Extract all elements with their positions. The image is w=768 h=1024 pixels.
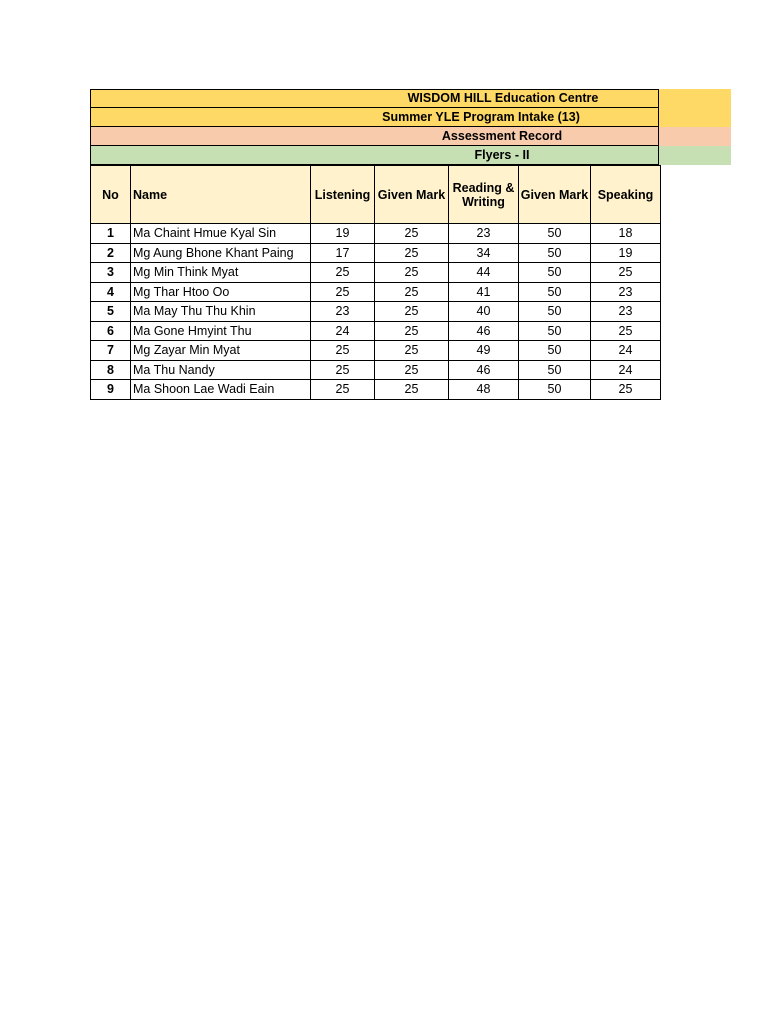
level-title: Flyers - II: [474, 148, 530, 162]
cell-listening: 25: [311, 341, 375, 361]
cell-listening: 24: [311, 321, 375, 341]
col-speaking: Speaking: [591, 166, 661, 224]
cell-reading-writing: 44: [449, 263, 519, 283]
scores-table: [90, 165, 661, 400]
centre-title: WISDOM HILL Education Centre: [407, 91, 599, 105]
cell-given-mark-listening: 25: [375, 321, 449, 341]
cell-given-mark-reading: 50: [519, 224, 591, 244]
cell-given-mark-listening: 25: [375, 263, 449, 283]
cell-no: 9: [91, 380, 131, 400]
col-given-mark-listening: Given Mark: [375, 166, 449, 224]
cell-listening: 25: [311, 282, 375, 302]
cell-given-mark-listening: 25: [375, 360, 449, 380]
table-row: [91, 341, 661, 361]
cell-reading-writing: 49: [449, 341, 519, 361]
cell-listening: 25: [311, 380, 375, 400]
col-no: No: [91, 166, 131, 224]
table-row: [91, 360, 661, 380]
col-reading-writing: Reading & Writing: [449, 166, 519, 224]
table-row: [91, 321, 661, 341]
cell-no: 7: [91, 341, 131, 361]
cell-given-mark-listening: 25: [375, 243, 449, 263]
cell-speaking: 19: [591, 243, 661, 263]
cell-name: Mg Thar Htoo Oo: [131, 282, 311, 302]
cell-speaking: 24: [591, 360, 661, 380]
cell-speaking: 24: [591, 341, 661, 361]
col-name: Name: [131, 166, 311, 224]
cell-given-mark-reading: 50: [519, 302, 591, 322]
cell-reading-writing: 41: [449, 282, 519, 302]
cell-given-mark-reading: 50: [519, 243, 591, 263]
table-row: [91, 302, 661, 322]
record-band: [90, 127, 731, 146]
cell-reading-writing: 40: [449, 302, 519, 322]
program-band: [90, 108, 731, 127]
cell-speaking: 25: [591, 263, 661, 283]
assessment-sheet: [90, 89, 731, 400]
cell-name: Ma Thu Nandy: [131, 360, 311, 380]
cell-name: Ma Gone Hmyint Thu: [131, 321, 311, 341]
cell-given-mark-reading: 50: [519, 282, 591, 302]
cell-name: Mg Zayar Min Myat: [131, 341, 311, 361]
cell-reading-writing: 46: [449, 321, 519, 341]
table-row: [91, 243, 661, 263]
cell-no: 6: [91, 321, 131, 341]
cell-listening: 23: [311, 302, 375, 322]
record-title: Assessment Record: [441, 129, 563, 143]
cell-given-mark-reading: 50: [519, 321, 591, 341]
cell-reading-writing: 23: [449, 224, 519, 244]
cell-name: Ma May Thu Thu Khin: [131, 302, 311, 322]
cell-no: 5: [91, 302, 131, 322]
col-given-mark-reading: Given Mark: [519, 166, 591, 224]
cell-reading-writing: 48: [449, 380, 519, 400]
cell-listening: 19: [311, 224, 375, 244]
table-row: [91, 380, 661, 400]
cell-given-mark-reading: 50: [519, 263, 591, 283]
cell-given-mark-listening: 25: [375, 282, 449, 302]
cell-speaking: 23: [591, 282, 661, 302]
cell-no: 8: [91, 360, 131, 380]
cell-given-mark-listening: 25: [375, 224, 449, 244]
cell-name: Ma Chaint Hmue Kyal Sin: [131, 224, 311, 244]
cell-reading-writing: 46: [449, 360, 519, 380]
program-title: Summer YLE Program Intake (13): [382, 110, 580, 124]
cell-speaking: 23: [591, 302, 661, 322]
cell-no: 3: [91, 263, 131, 283]
cell-speaking: 18: [591, 224, 661, 244]
cell-given-mark-reading: 50: [519, 341, 591, 361]
cell-no: 1: [91, 224, 131, 244]
cell-no: 4: [91, 282, 131, 302]
table-row: [91, 282, 661, 302]
table-row: [91, 224, 661, 244]
title-band: [90, 89, 731, 108]
cell-name: Mg Min Think Myat: [131, 263, 311, 283]
table-row: [91, 263, 661, 283]
col-listening: Listening: [311, 166, 375, 224]
cell-listening: 17: [311, 243, 375, 263]
cell-given-mark-listening: 25: [375, 380, 449, 400]
cell-given-mark-reading: 50: [519, 380, 591, 400]
cell-speaking: 25: [591, 321, 661, 341]
cell-given-mark-listening: 25: [375, 341, 449, 361]
level-band: [90, 146, 731, 165]
cell-listening: 25: [311, 263, 375, 283]
cell-listening: 25: [311, 360, 375, 380]
cell-no: 2: [91, 243, 131, 263]
cell-given-mark-reading: 50: [519, 360, 591, 380]
cell-name: Mg Aung Bhone Khant Paing: [131, 243, 311, 263]
header-row: [91, 166, 661, 224]
cell-given-mark-listening: 25: [375, 302, 449, 322]
cell-speaking: 25: [591, 380, 661, 400]
cell-name: Ma Shoon Lae Wadi Eain: [131, 380, 311, 400]
cell-reading-writing: 34: [449, 243, 519, 263]
